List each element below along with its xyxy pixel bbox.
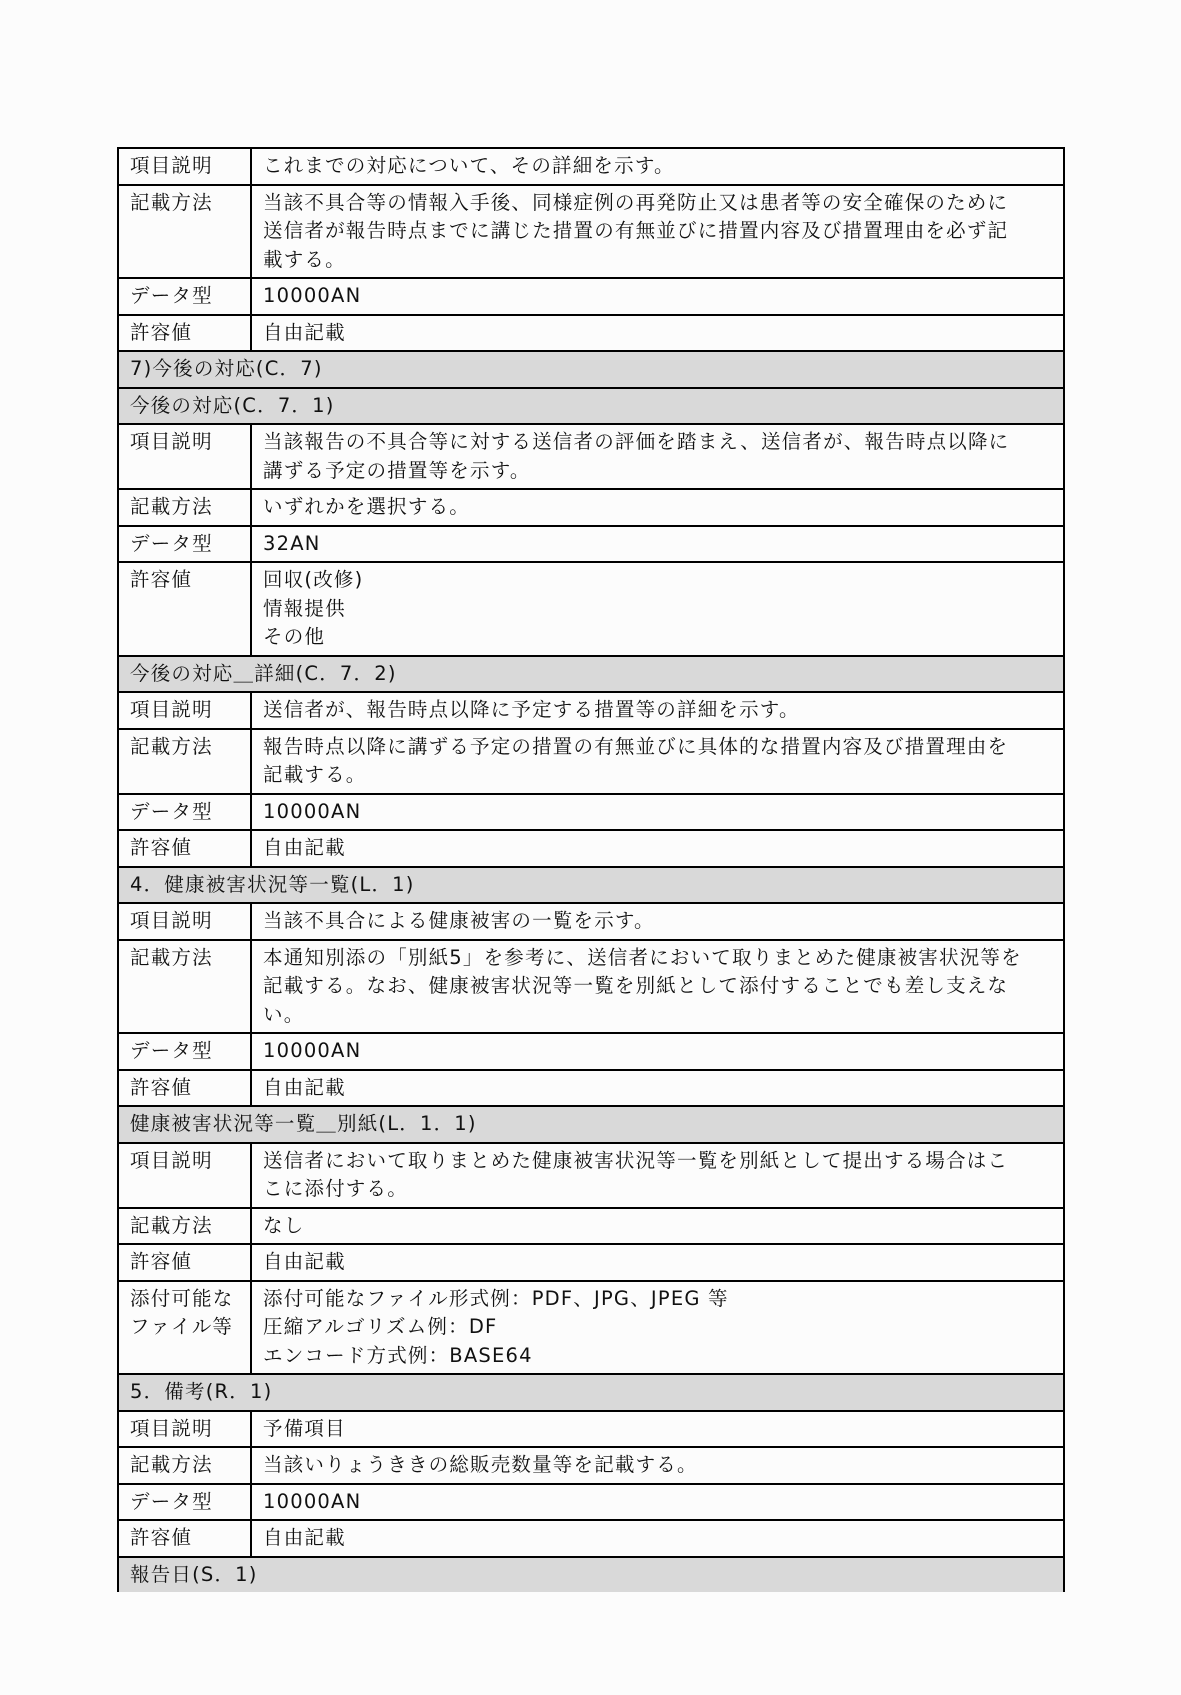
field-row [118,562,1064,656]
field-value-line: 記載する。なお、健康被害状況等一覧を別紙として添付することでも差し支えな [263,974,1009,997]
field-label: 記載方法 [118,729,251,794]
section-header-row [118,867,1064,904]
field-value [251,729,1064,794]
section-header-row [118,351,1064,388]
section-header-row [118,1106,1064,1143]
field-label: データ型 [118,278,251,315]
field-label [118,1281,251,1375]
field-label-line: ファイル等 [130,1315,234,1338]
field-value-line: 当該いりょうききの総販売数量等を記載する。 [263,1453,698,1476]
field-value [251,1520,1064,1557]
field-row [118,692,1064,729]
field-label-line: 添付可能な [130,1286,234,1310]
section-header-row [118,1374,1064,1411]
field-value-line: こに添付する。 [263,1177,408,1200]
field-value-line: いずれかを選択する。 [263,495,471,518]
field-value-line: エンコード方式例：BASE64 [263,1343,533,1367]
field-value [251,1070,1064,1107]
field-value-line: 10000AN [263,799,362,823]
field-value [251,940,1064,1034]
field-row [118,1143,1064,1208]
field-value-line: 本通知別添の「別紙5」を参考に、送信者において取りまとめた健康被害状況等を [263,945,1022,969]
section-header-row [118,656,1064,693]
field-row [118,1281,1064,1375]
field-value-line: なし [263,1213,305,1237]
field-value-line: その他 [263,625,326,648]
field-value-line: 送信者において取りまとめた健康被害状況等一覧を別紙として提出する場合はこ [263,1148,1009,1172]
field-row [118,1484,1064,1521]
field-value [251,148,1064,185]
field-value-line: 載する。 [263,247,346,271]
field-label: 許容値 [118,830,251,867]
field-value-line: 送信者が、報告時点以降に予定する措置等の詳細を示す。 [263,698,800,721]
field-label: 許容値 [118,562,251,656]
field-value [251,1281,1064,1375]
field-value-line: これまでの対応について、その詳細を示す。 [263,154,675,177]
field-label: データ型 [118,1484,251,1521]
field-value [251,1143,1064,1208]
field-value-line: 自由記載 [263,1526,346,1549]
field-label: データ型 [118,1033,251,1070]
field-row [118,830,1064,867]
field-label: 記載方法 [118,185,251,279]
field-value-line: 自由記載 [263,836,346,859]
field-row [118,1244,1064,1281]
field-label: 記載方法 [118,1208,251,1245]
field-value [251,1033,1064,1070]
field-value-line: 当該不具合等の情報入手後、同様症例の再発防止又は患者等の安全確保のために [263,190,1009,214]
field-value [251,562,1064,656]
section-title: 今後の対応(C．7．1) [118,388,1064,425]
field-row [118,1070,1064,1107]
section-header-row [118,1557,1064,1593]
field-value [251,1244,1064,1281]
field-value [251,185,1064,279]
field-label: 許容値 [118,1070,251,1107]
field-label: 記載方法 [118,940,251,1034]
section-header-row [118,388,1064,425]
field-value-line: 当該報告の不具合等に対する送信者の評価を踏まえ、送信者が、報告時点以降に [263,430,1010,453]
field-row [118,185,1064,279]
field-label: 項目説明 [118,1411,251,1448]
spec-table [117,147,1065,1592]
section-title: 報告日(S．1) [118,1557,1064,1593]
field-value [251,315,1064,352]
field-value-line: 講ずる予定の措置等を示す。 [263,458,531,482]
field-label: データ型 [118,526,251,563]
field-value-line: 記載する。 [263,763,367,786]
field-value-line: 32AN [263,531,321,555]
field-value-line: 回収(改修) [263,568,364,591]
field-value-line: 報告時点以降に講ずる予定の措置の有無並びに具体的な措置内容及び措置理由を [263,734,1009,758]
field-label: データ型 [118,794,251,831]
field-value-line: 予備項目 [263,1416,346,1440]
field-row [118,1208,1064,1245]
field-row [118,940,1064,1034]
field-value [251,1411,1064,1448]
field-row [118,489,1064,526]
field-value-line: 自由記載 [263,1075,346,1099]
field-value [251,794,1064,831]
field-value-line: 10000AN [263,1489,362,1513]
field-value-line: 自由記載 [263,1250,346,1273]
field-value-line: 圧縮アルゴリズム例：DF [263,1315,498,1338]
field-value [251,692,1064,729]
field-label: 許容値 [118,315,251,352]
field-value [251,278,1064,315]
field-value [251,1484,1064,1521]
field-label: 項目説明 [118,903,251,940]
field-value-line: 当該不具合による健康被害の一覧を示す。 [263,909,655,932]
section-title: 4．健康被害状況等一覧(L．1) [118,867,1064,904]
field-value-line: 添付可能なファイル形式例：PDF、JPG、JPEG 等 [263,1286,729,1310]
field-value-line: い。 [263,1002,305,1026]
field-label: 記載方法 [118,489,251,526]
field-row [118,278,1064,315]
field-value [251,489,1064,526]
field-row [118,424,1064,489]
field-row [118,526,1064,563]
field-row [118,315,1064,352]
field-value [251,1447,1064,1484]
field-label: 項目説明 [118,424,251,489]
field-row [118,1520,1064,1557]
field-value-line: 10000AN [263,284,362,307]
field-label: 許容値 [118,1520,251,1557]
section-title: 5．備考(R．1) [118,1374,1064,1411]
field-row [118,903,1064,940]
field-label: 許容値 [118,1244,251,1281]
section-title: 7)今後の対応(C．7) [118,351,1064,388]
field-label: 項目説明 [118,692,251,729]
field-label: 項目説明 [118,1143,251,1208]
field-value [251,424,1064,489]
field-label: 項目説明 [118,148,251,185]
field-row [118,729,1064,794]
field-value-line: 自由記載 [263,320,346,344]
section-title: 今後の対応＿詳細(C．7．2) [118,656,1064,693]
field-value-line: 10000AN [263,1039,362,1062]
field-label: 記載方法 [118,1447,251,1484]
field-value-line: 情報提供 [263,596,346,620]
field-row [118,148,1064,185]
field-row [118,1447,1064,1484]
section-title: 健康被害状況等一覧＿別紙(L．1．1) [118,1106,1064,1143]
field-row [118,1411,1064,1448]
field-row [118,1033,1064,1070]
field-row [118,794,1064,831]
spec-table-body [118,148,1064,1592]
field-value [251,830,1064,867]
field-value [251,903,1064,940]
field-value [251,526,1064,563]
field-value-line: 送信者が報告時点までに講じた措置の有無並びに措置内容及び措置理由を必ず記 [263,219,1009,242]
document-page [117,147,1063,1592]
field-value [251,1208,1064,1245]
